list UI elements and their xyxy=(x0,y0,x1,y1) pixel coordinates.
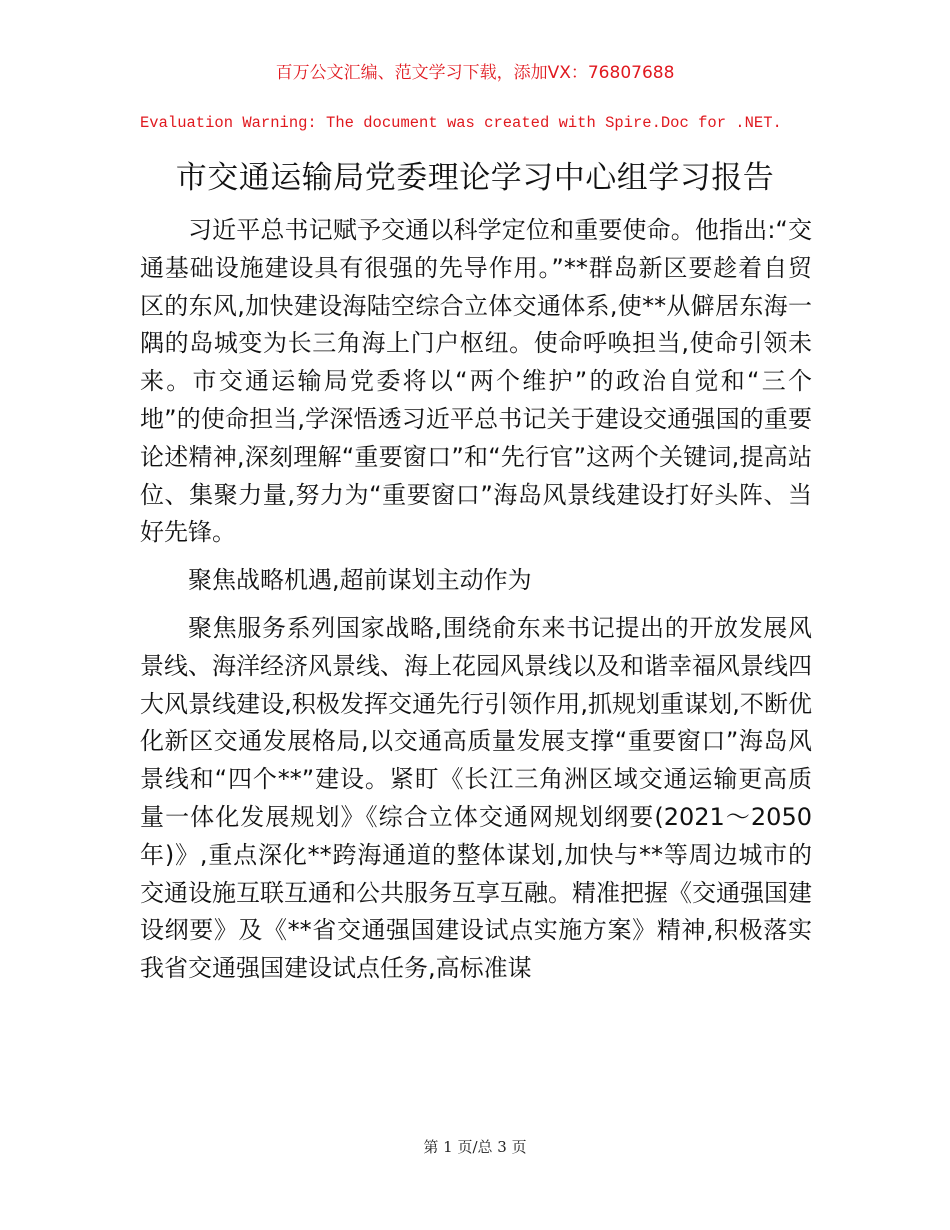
body-paragraph: 聚焦服务系列国家战略,围绕俞东来书记提出的开放发展风景线、海洋经济风景线、海上花园风景线以及和谐幸福风景线四大风景线建设,积极发挥交通先行引领作用,抓规划重谋划,不断优化新区交通发展格局,以交通高质量发展支撑“重要窗口”海岛风景线和“四个**”建设。紧盯《长江三角洲区域交通运输更高质量一体化发展规划》《综合立体交通网规划纲要(2021～2050年)》,重点深化**跨海通道的整体谋划,加快与**等周边城市的交通设施互联互通和公共服务互享互融。精准把握《交通强国建设纲要》及《**省交通强国建设试点实施方案》精神,积极落实我省交通强国建设试点任务,高标准谋 xyxy=(140,613,812,983)
body-paragraph: 习近平总书记赋予交通以科学定位和重要使命。他指出:“交通基础设施建设具有很强的先导作用。”**群岛新区要趁着自贸区的东风,加快建设海陆空综合立体交通体系,使**从僻居东海一隅的岛城变为长三角海上门户枢纽。使命呼唤担当,使命引领未来。市交通运输局党委将以“两个维护”的政治自觉和“三个地”的使命担当,学深悟透习近平总书记关于建设交通强国的重要论述精神,深刻理解“重要窗口”和“先行官”这两个关键词,提高站位、集聚力量,努力为“重要窗口”海岛风景线建设打好头阵、当好先锋。 xyxy=(140,216,812,547)
document-body xyxy=(140,212,812,988)
page-indicator: 第 1 页/总 3 页 xyxy=(423,1138,527,1156)
promo-banner: 百万公文汇编、范文学习下载，添加VX：76807688 xyxy=(275,63,675,83)
section-heading: 聚焦战略机遇,超前谋划主动作为 xyxy=(188,566,532,595)
evaluation-warning: Evaluation Warning: The document was created with Spire.Doc for .NET. xyxy=(140,114,782,132)
document-title: 市交通运输局党委理论学习中心组学习报告 xyxy=(175,160,775,196)
